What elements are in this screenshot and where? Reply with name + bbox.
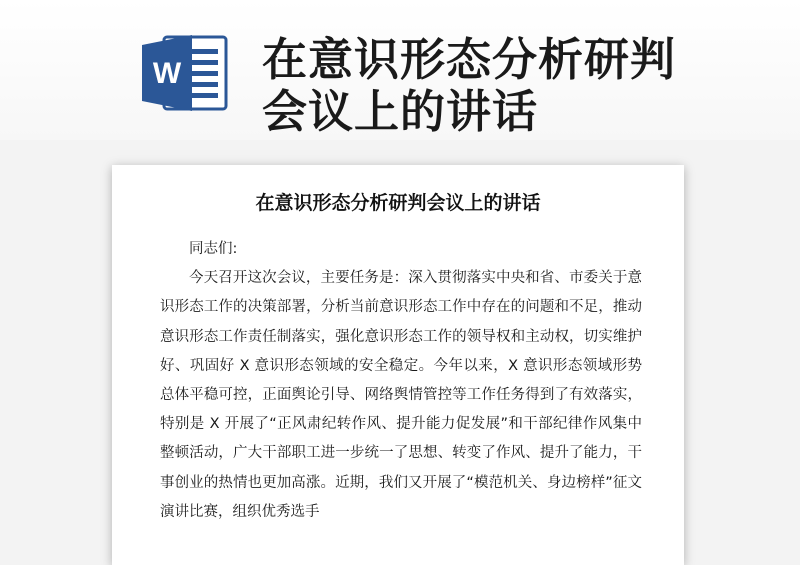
document-body [160, 235, 642, 527]
word-document-icon [140, 33, 230, 113]
word-icon-letter: W [152, 57, 182, 90]
document-page [112, 165, 684, 565]
banner-title: 在意识形态分析研判会议上的讲话 [262, 33, 677, 138]
document-title: 在意识形态分析研判会议上的讲话 [255, 192, 541, 214]
body-paragraph: 今天召开这次会议，主要任务是：深入贯彻落实中央和省、市委关于意识形态工作的决策部署，分析当前意识形态工作中存在的问题和不足，推动意识形态工作责任制落实，强化意识形态工作的领导权和主动权，切实维护好、巩固好 X 意识形态领域的安全稳定。今年以来，X 意识形态领域形势总体平稳可控，正面舆论引导、网络舆情管控等工作任务得到了有效落实，特别是 X 开展了“正风肃纪转作风、提升能力促发展”和干部纪律作风集中整顿活动，广大干部职工进一步统一了思想、转变了作风、提升了能力，干事创业的热情也更加高涨。近期，我们又开展了“模范机关、身边榜样”征文演讲比赛，组织优秀选手 [160, 270, 642, 520]
greeting-paragraph: 同志们: [189, 241, 238, 257]
header-banner [0, 0, 800, 140]
